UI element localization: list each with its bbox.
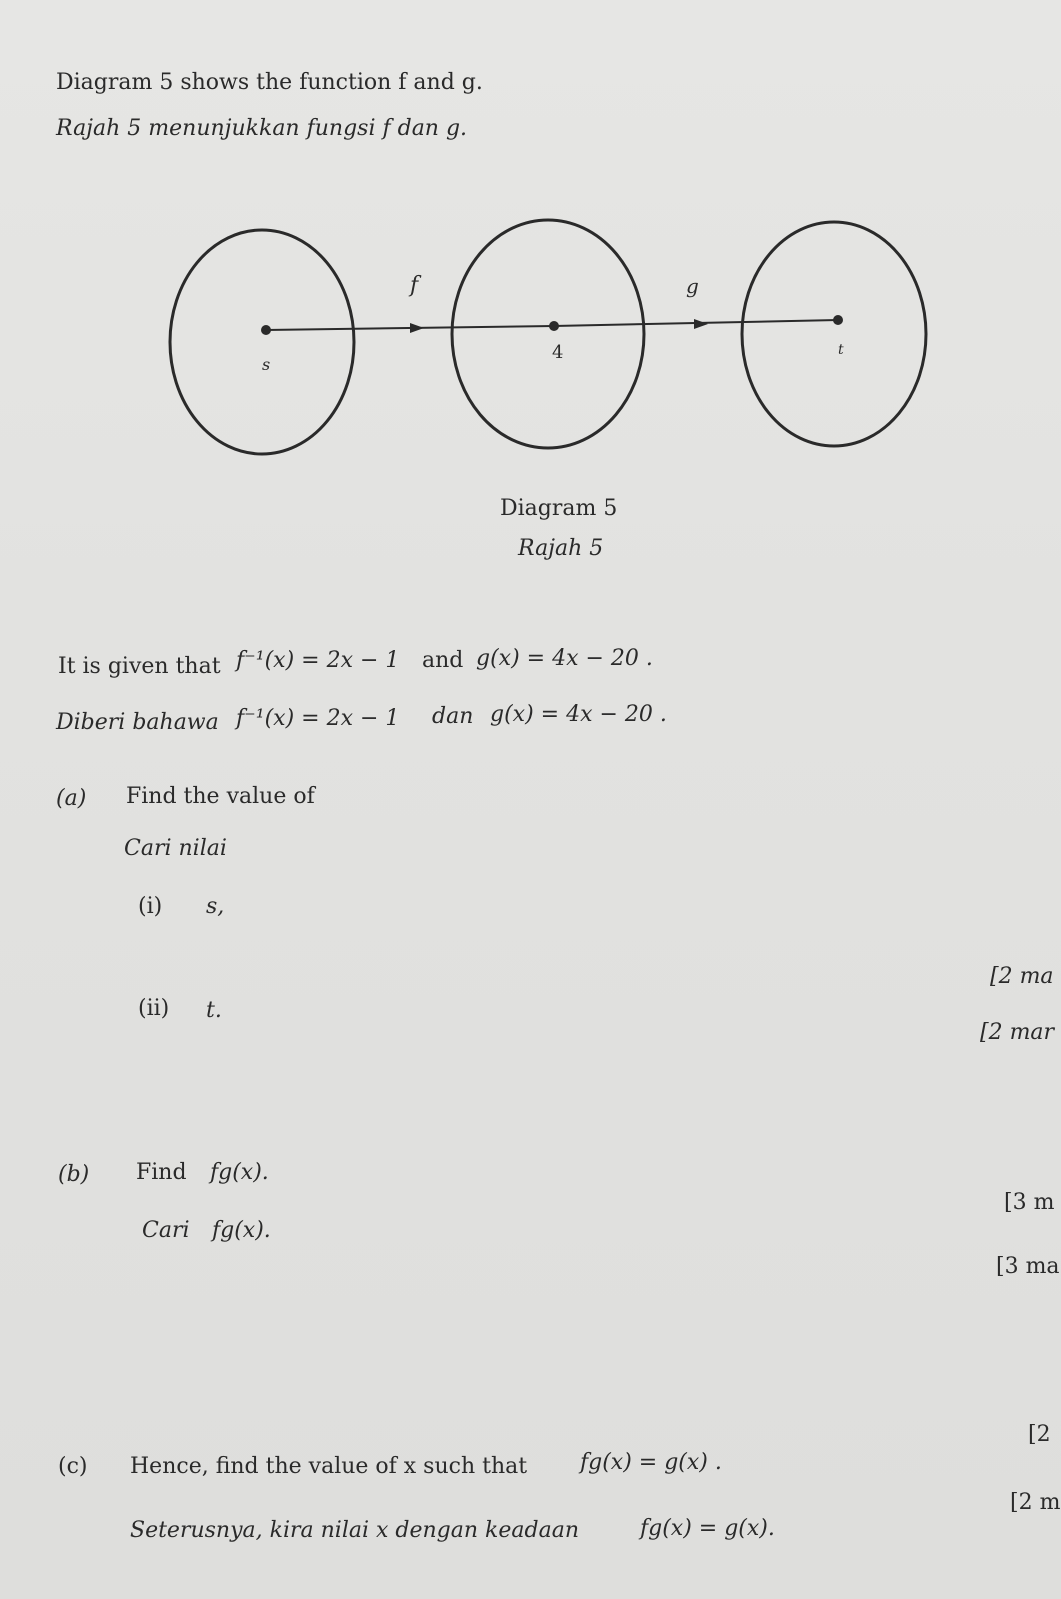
intro-english: Diagram 5 shows the function f and g.	[56, 70, 483, 95]
part-c-mark-2: [2 m	[1010, 1490, 1061, 1515]
point-label-4: 4	[552, 342, 564, 363]
part-a-label: (a)	[56, 786, 87, 811]
given-malay-prefix: Diberi bahawa	[56, 710, 219, 735]
part-c-label: (c)	[58, 1454, 88, 1479]
intro-malay: Rajah 5 menunjukkan fungsi f dan g.	[56, 116, 468, 141]
diagram-caption-english: Diagram 5	[500, 496, 618, 521]
part-b-mark-2: [3 ma	[996, 1254, 1060, 1279]
part-c-question-english: Hence, find the value of x such that	[130, 1454, 528, 1479]
given-malay-g: g(x) = 4x − 20 .	[490, 702, 667, 727]
part-b-question-malay: Cari	[142, 1218, 190, 1243]
point-label-t: t	[838, 342, 844, 358]
part-b-expression-malay: fg(x).	[212, 1218, 271, 1243]
diagram-caption-malay: Rajah 5	[518, 536, 604, 561]
given-malay-dan: dan	[432, 704, 474, 729]
part-b-mark-1: [3 m	[1004, 1190, 1055, 1215]
codomain-set-ellipse	[742, 222, 926, 446]
given-english-g: g(x) = 4x − 20 .	[476, 646, 653, 671]
part-c-expression-english: fg(x) = g(x) .	[580, 1450, 722, 1475]
part-a-sub-ii-label: (ii)	[138, 996, 170, 1021]
part-a-mark-1: [2 ma	[990, 964, 1054, 989]
point-label-s: s	[262, 355, 271, 374]
arrow-label-f: f	[410, 273, 419, 298]
part-a-question-malay: Cari nilai	[124, 836, 227, 861]
part-b-expression-english: fg(x).	[210, 1160, 269, 1185]
part-a-mark-2: [2 mar	[980, 1020, 1055, 1045]
part-c-question-malay: Seterusnya, kira nilai x dengan keadaan	[130, 1518, 579, 1543]
arrow-label-g: g	[686, 274, 699, 298]
part-b-question-english: Find	[136, 1160, 187, 1185]
given-english-and: and	[422, 648, 464, 673]
domain-set-ellipse	[170, 230, 354, 454]
given-malay-f-inverse: f⁻¹(x) = 2x − 1	[236, 706, 400, 731]
part-b-label: (b)	[58, 1162, 90, 1187]
part-a-sub-i-label: (i)	[138, 894, 163, 919]
point-4	[549, 321, 559, 331]
middle-set-ellipse	[452, 220, 644, 448]
part-c-expression-malay: fg(x) = g(x).	[640, 1516, 775, 1541]
arrowhead-f	[410, 323, 424, 333]
part-a-sub-ii-value: t.	[206, 998, 222, 1023]
arrowhead-g	[694, 319, 708, 329]
point-t	[833, 315, 843, 325]
part-c-mark-1: [2	[1028, 1422, 1051, 1447]
given-english-prefix: It is given that	[58, 654, 221, 679]
point-s	[261, 325, 271, 335]
part-a-sub-i-value: s,	[206, 894, 225, 919]
part-a-question-english: Find the value of	[126, 784, 315, 809]
given-english-f-inverse: f⁻¹(x) = 2x − 1	[236, 648, 400, 673]
